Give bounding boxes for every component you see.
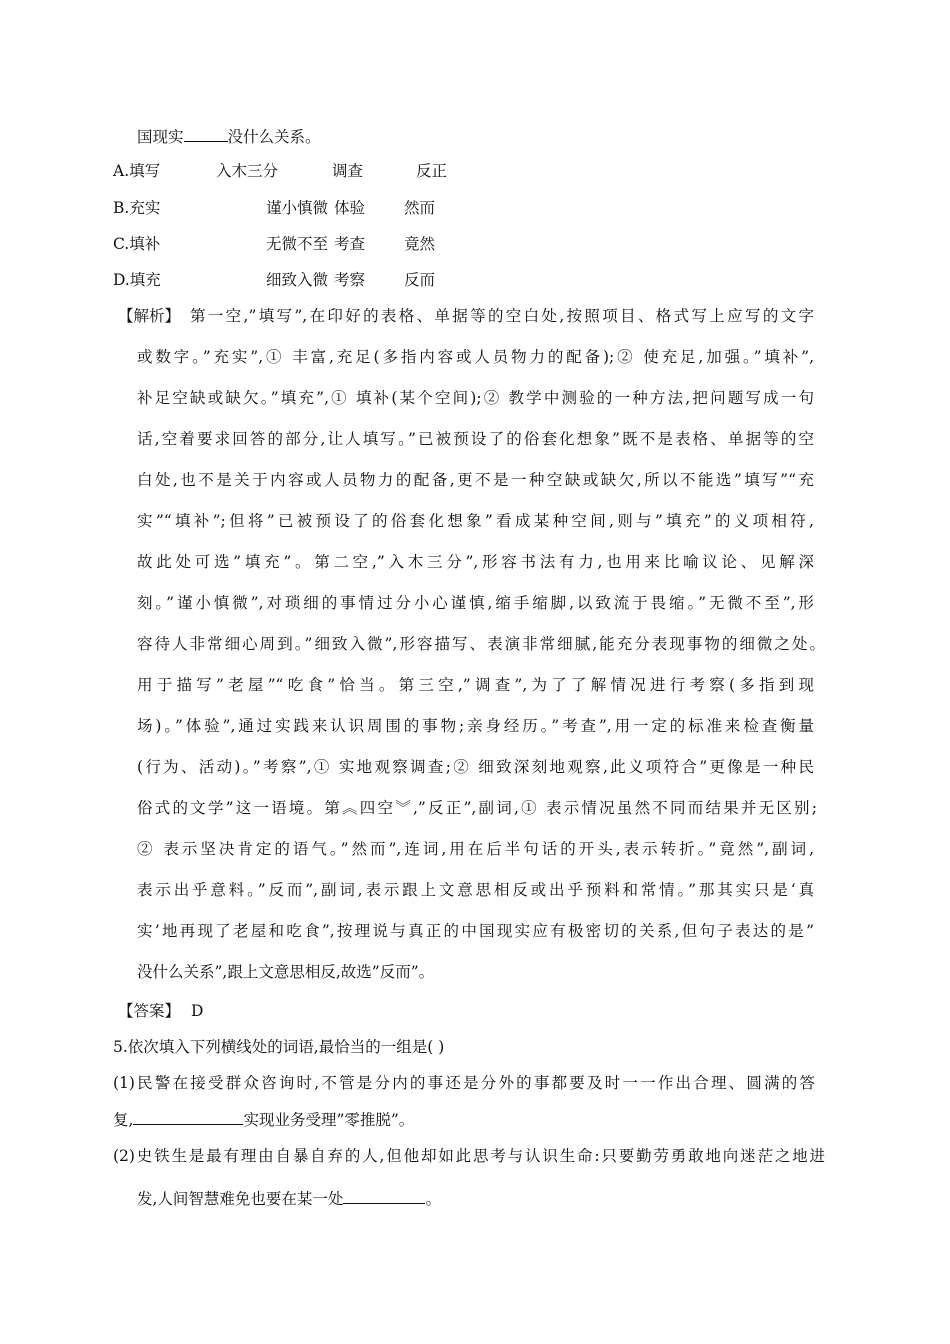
q5-sentence-2-line-2 bbox=[137, 1187, 441, 1210]
analysis-line: ② 表示坚决肯定的语气。”然而”,连词,用在后半句话的开头,表示转折。”竟然”,副词, bbox=[137, 840, 814, 858]
analysis-line: 第一空,”填写”,在印好的表格、单据等的空白处,按照项目、格式写上应写的文字 bbox=[190, 307, 814, 325]
s2-blank bbox=[343, 1187, 425, 1204]
option-choice-2: 调查 bbox=[332, 162, 364, 180]
option-choice-3: 然而 bbox=[404, 199, 436, 217]
analysis-tag: 【解析】 bbox=[118, 307, 181, 325]
s1-blank bbox=[133, 1108, 243, 1125]
answer-value: D bbox=[190, 1002, 204, 1020]
s1-prefix: 复, bbox=[113, 1111, 134, 1129]
option-label: A.填写 bbox=[113, 162, 161, 180]
q5-sentence-1-line-2 bbox=[113, 1108, 414, 1131]
option-choice-2: 考查 bbox=[334, 235, 366, 253]
analysis-line: 用于描写”老屋”“吃食”恰当。第三空,”调查”,为了了解情况进行考察(多指到现 bbox=[137, 676, 814, 694]
analysis-line: 或数字。”充实”,① 丰富,充足(多指内容或人员物力的配备);② 使充足,加强。”填补”, bbox=[137, 348, 814, 366]
answer-tag: 【答案】 bbox=[118, 1002, 181, 1020]
q4-stem-prefix: 国现实 bbox=[137, 128, 184, 146]
analysis-line: 表示出乎意料。”反而”,副词,表示跟上文意思相反或出乎预料和常情。”那其实只是‘真 bbox=[137, 881, 814, 899]
analysis-line: 容待人非常细心周到。”细致入微”,形容描写、表演非常细腻,能充分表现事物的细微之处。 bbox=[137, 635, 825, 653]
q5-stem: 5.依次填入下列横线处的词语,最恰当的一组是( ) bbox=[113, 1038, 445, 1056]
s1-suffix: 实现业务受理”零推脱”。 bbox=[243, 1111, 415, 1129]
q5-sentence-2-line-1: (2)史铁生是最有理由自暴自弃的人,但他却如此思考与认识生命:只要勤劳勇敢地向迷茫之地进 bbox=[113, 1147, 825, 1165]
option-choice-3: 反正 bbox=[416, 162, 448, 180]
option-choice-1: 谨小慎微 bbox=[266, 199, 329, 217]
option-label: D.填充 bbox=[113, 271, 161, 289]
option-choice-2: 体验 bbox=[334, 199, 366, 217]
analysis-line: 场)。”体验”,通过实践来认识周围的事物;亲身经历。”考查”,用一定的标准来检查衡量 bbox=[137, 717, 814, 735]
s2-suffix: 。 bbox=[425, 1190, 441, 1208]
option-choice-1: 细致入微 bbox=[266, 271, 329, 289]
option-choice-3: 反而 bbox=[404, 271, 436, 289]
option-choice-1: 无微不至 bbox=[266, 235, 329, 253]
analysis-line: 实’地再现了老屋和吃食”,按理说与真正的中国现实应有极密切的关系,但句子表达的是” bbox=[137, 922, 814, 940]
option-label: B.充实 bbox=[113, 199, 161, 217]
q4-stem-tail bbox=[137, 125, 321, 148]
option-choice-2: 考察 bbox=[334, 271, 366, 289]
option-choice-1: 入木三分 bbox=[216, 162, 279, 180]
analysis-line: 没什么关系”,跟上文意思相反,故选”反而”。 bbox=[137, 963, 435, 981]
analysis-line: (行为、活动)。”考察”,① 实地观察调查;② 细致深刻地观察,此义项符合”更像是一种民 bbox=[137, 758, 814, 776]
analysis-line: 话,空着要求回答的部分,让人填写。”已被预设了的俗套化想象”既不是表格、单据等的空 bbox=[137, 430, 814, 448]
option-choice-3: 竟然 bbox=[404, 235, 436, 253]
analysis-line: 白处,也不是关于内容或人员物力的配备,更不是一种空缺或缺欠,所以不能选”填写”“充 bbox=[137, 471, 814, 489]
analysis-line: 故此处可选”填充”。第二空,”入木三分”,形容书法有力,也用来比喻议论、见解深 bbox=[137, 553, 814, 571]
q4-stem-blank bbox=[184, 125, 228, 142]
q4-answer bbox=[118, 1000, 203, 1022]
s2-prefix: 发,人间智慧难免也要在某一处 bbox=[137, 1190, 344, 1208]
q4-stem-suffix: 没什么关系。 bbox=[227, 128, 321, 146]
q5-sentence-1-line-1: (1)民警在接受群众咨询时,不管是分内的事还是分外的事都要及时一一作出合理、圆满的答 bbox=[113, 1074, 815, 1092]
analysis-line: 实”“填补”;但将”已被预设了的俗套化想象”看成某种空间,则与”填充”的义项相符, bbox=[137, 512, 814, 530]
analysis-line: 补足空缺或缺欠。”填充”,① 填补(某个空间);② 教学中测验的一种方法,把问题写成一句 bbox=[137, 389, 814, 407]
analysis-line: 俗式的文学”这一语境。第︽四空︾,”反正”,副词,① 表示情况虽然不同而结果并无区别; bbox=[137, 799, 817, 817]
analysis-line: 刻。”谨小慎微”,对琐细的事情过分小心谨慎,缩手缩脚,以致流于畏缩。”无微不至”,形 bbox=[137, 594, 814, 612]
option-label: C.填补 bbox=[113, 235, 161, 253]
